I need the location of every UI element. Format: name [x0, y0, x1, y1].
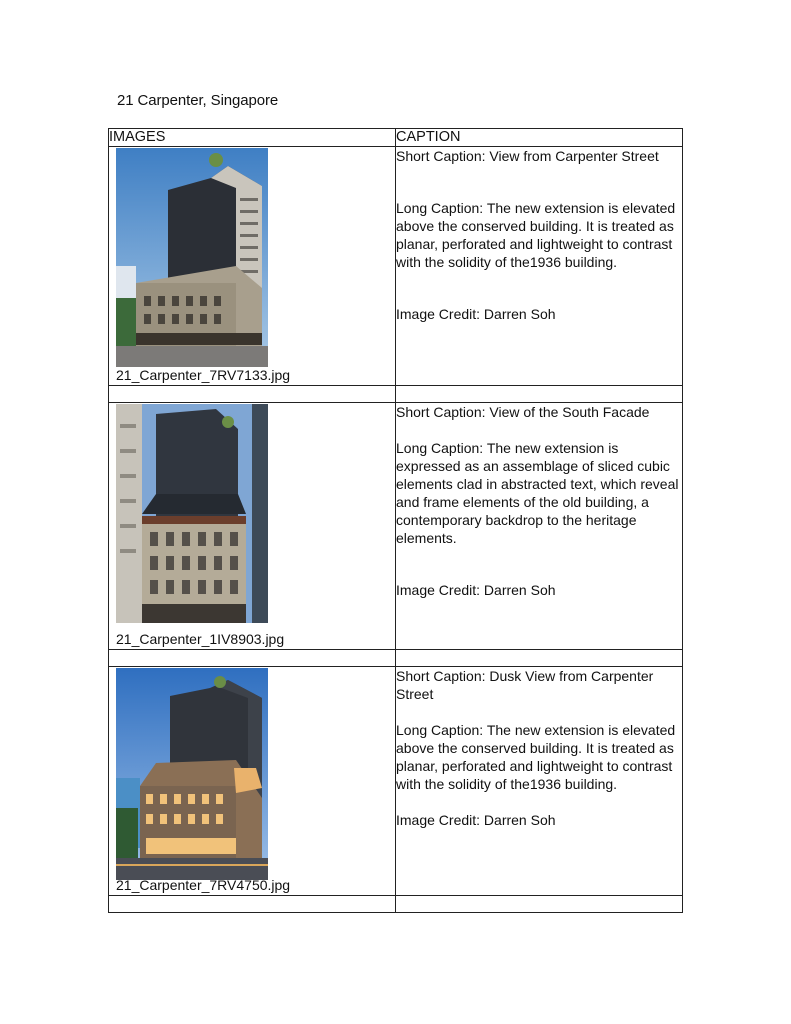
spacer-row — [109, 386, 683, 403]
image-cell — [109, 147, 396, 386]
building-photo[interactable] — [116, 404, 268, 623]
long-caption: Long Caption: The new extension is elevated above the conserved building. It is treated as planar, perforated and lightweight to contrast with the solidity of the1936 building. — [396, 200, 676, 270]
image-cell — [109, 403, 396, 650]
image-credit: Image Credit: Darren Soh — [396, 582, 556, 598]
building-photo[interactable] — [116, 148, 268, 367]
building-photo[interactable] — [116, 668, 268, 887]
image-caption-table — [108, 128, 683, 913]
long-caption: Long Caption: The new extension is elevated above the conserved building. It is treated as planar, perforated and lightweight to contrast with the solidity of the1936 building. — [396, 722, 676, 792]
table-row — [109, 147, 683, 386]
header-images: IMAGES — [109, 129, 396, 147]
short-caption: Short Caption: View from Carpenter Street — [396, 148, 659, 164]
image-credit: Image Credit: Darren Soh — [396, 812, 556, 828]
image-cell — [109, 667, 396, 896]
spacer-row — [109, 896, 683, 913]
header-caption: CAPTION — [396, 129, 683, 147]
document-title: 21 Carpenter, Singapore — [117, 92, 279, 109]
caption-cell — [396, 147, 683, 386]
short-caption: Short Caption: Dusk View from Carpenter Street — [396, 668, 654, 702]
short-caption: Short Caption: View of the South Facade — [396, 404, 650, 420]
image-filename: 21_Carpenter_1IV8903.jpg — [116, 631, 285, 647]
spacer-row — [109, 650, 683, 667]
table-row — [109, 667, 683, 896]
table-row — [109, 403, 683, 650]
caption-cell — [396, 667, 683, 896]
image-filename: 21_Carpenter_7RV7133.jpg — [116, 367, 291, 383]
table-header-row — [109, 129, 683, 147]
image-credit: Image Credit: Darren Soh — [396, 306, 556, 322]
image-filename: 21_Carpenter_7RV4750.jpg — [116, 877, 291, 893]
caption-cell — [396, 403, 683, 650]
long-caption: Long Caption: The new extension is expressed as an assemblage of sliced cubic elements clad in abstracted text, which reveal and frame elements of the old building, a contemporary backdrop to the heritage elements. — [396, 440, 679, 546]
